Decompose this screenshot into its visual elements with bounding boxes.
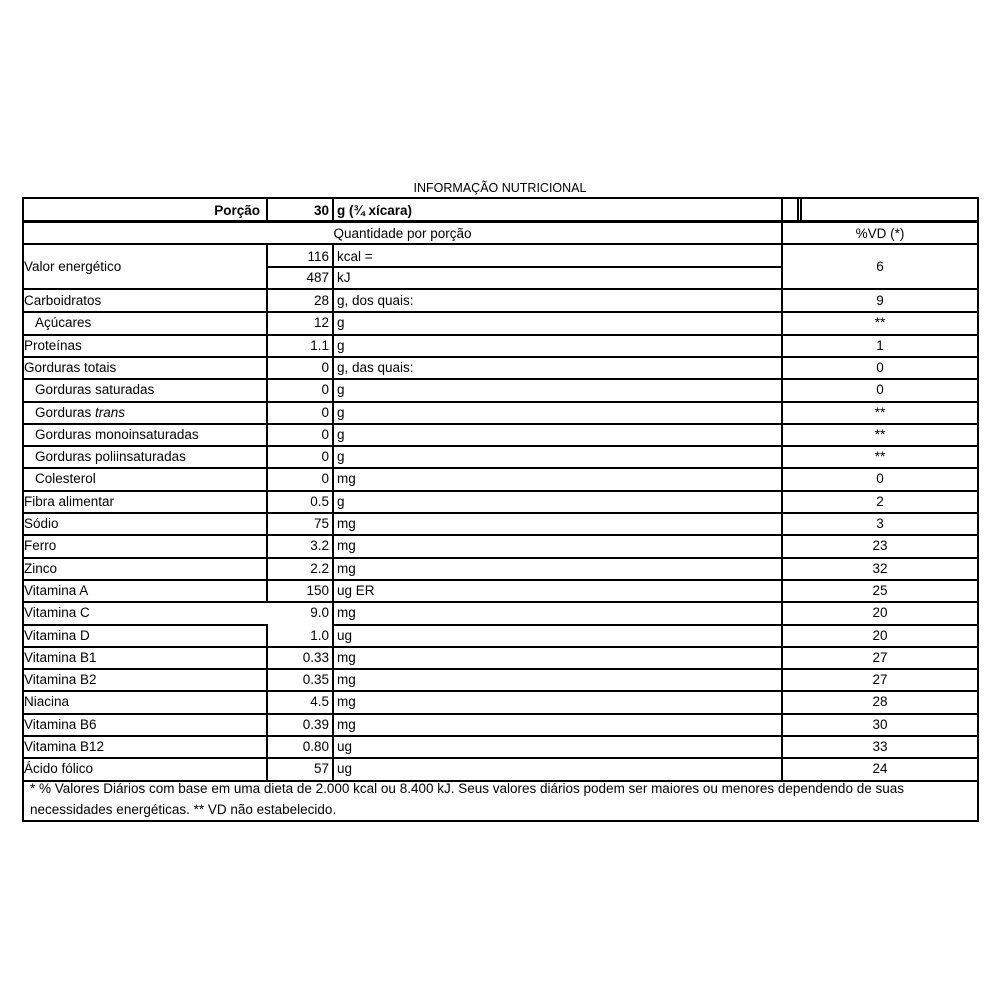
nutrient-value: 0 — [321, 359, 329, 375]
column-divider — [781, 245, 783, 289]
column-divider — [781, 468, 783, 490]
column-divider — [781, 312, 783, 334]
nutrient-label: Niacina — [24, 694, 70, 710]
nutrient-value: 0.80 — [302, 739, 329, 754]
column-divider — [781, 357, 783, 379]
column-divider — [781, 335, 783, 357]
nutrient-vd: 33 — [872, 739, 888, 754]
nutrient-vd: ** — [874, 404, 886, 420]
column-divider — [781, 379, 783, 401]
column-divider — [781, 736, 783, 758]
column-divider — [332, 290, 334, 312]
nutrient-value: 3.2 — [310, 538, 329, 554]
column-divider — [781, 491, 783, 513]
nutrient-value: 0 — [321, 404, 329, 420]
nutrient-value: 0.35 — [302, 672, 329, 688]
column-divider — [266, 312, 268, 334]
nutrient-label: Gorduras poliinsaturadas — [35, 449, 186, 465]
nutrient-unit: g — [337, 315, 345, 331]
nutrient-label-italic: trans — [95, 404, 126, 420]
column-divider — [781, 669, 783, 691]
nutrient-value: 0 — [321, 426, 329, 442]
nutrient-unit: mg — [337, 538, 356, 554]
column-divider — [266, 580, 268, 602]
nutrient-label: Vitamina C — [24, 605, 90, 621]
column-divider — [266, 513, 268, 535]
column-divider — [332, 513, 334, 535]
vd-header: %VD (*) — [855, 226, 905, 241]
nutrient-unit: g, dos quais: — [337, 293, 414, 308]
nutrient-value: 4.5 — [310, 694, 329, 710]
nutrient-label: Vitamina A — [24, 582, 89, 598]
column-divider — [332, 625, 334, 647]
nutrient-vd: 28 — [872, 694, 888, 710]
nutrient-vd: 0 — [876, 382, 884, 398]
nutrient-label: Açúcares — [35, 315, 92, 331]
nutrient-label: Carboidratos — [24, 293, 102, 308]
nutrient-unit: mg — [337, 516, 356, 531]
column-divider — [781, 647, 783, 669]
energy-vd: 6 — [876, 259, 884, 274]
column-divider — [781, 535, 783, 557]
column-divider — [781, 223, 783, 244]
nutrient-label: Vitamina D — [24, 627, 90, 643]
nutrient-unit: g, das quais: — [337, 359, 414, 375]
column-divider — [781, 580, 783, 602]
column-divider — [266, 491, 268, 513]
nutrient-label: Vitamina B1 — [24, 649, 97, 665]
portion-label: Porção — [214, 203, 260, 218]
nutrient-label: Vitamina B6 — [24, 716, 97, 732]
column-divider — [266, 535, 268, 557]
nutrient-vd: 27 — [872, 649, 888, 665]
nutrient-unit: ug ER — [337, 582, 375, 598]
nutrient-unit: mg — [337, 605, 356, 621]
nutrient-vd: 27 — [872, 672, 888, 688]
portion-extra-divider — [800, 199, 802, 221]
column-divider — [266, 424, 268, 446]
nutrient-value: 0 — [321, 382, 329, 398]
column-divider — [332, 379, 334, 401]
nutrient-unit: mg — [337, 560, 356, 576]
nutrient-value: 57 — [313, 761, 329, 777]
column-divider — [781, 446, 783, 468]
column-divider — [332, 558, 334, 580]
column-divider — [332, 669, 334, 691]
nutrient-vd: ** — [874, 449, 886, 465]
column-divider — [781, 199, 783, 221]
column-divider — [266, 379, 268, 401]
nutrient-value: 0 — [321, 449, 329, 465]
nutrient-label: Colesterol — [35, 471, 96, 487]
nutrient-label: Zinco — [24, 560, 58, 576]
column-divider — [266, 468, 268, 490]
nutrient-unit: g — [337, 382, 345, 398]
nutrient-value: 1.1 — [310, 337, 329, 353]
nutrient-value: 28 — [313, 293, 329, 308]
table-title: INFORMAÇÃO NUTRICIONAL — [413, 181, 587, 195]
nutrient-vd: 1 — [876, 337, 884, 353]
column-divider — [332, 736, 334, 758]
column-divider — [781, 714, 783, 736]
nutrient-unit: mg — [337, 649, 356, 665]
column-divider — [266, 714, 268, 736]
column-divider — [781, 290, 783, 312]
quantity-header: Quantidade por porção — [333, 226, 472, 241]
column-divider — [781, 402, 783, 424]
nutrient-vd: 3 — [876, 516, 884, 531]
column-divider — [332, 402, 334, 424]
nutrient-unit: mg — [337, 471, 356, 487]
nutrient-vd: 0 — [876, 359, 884, 375]
column-divider — [781, 513, 783, 535]
column-divider — [781, 424, 783, 446]
column-divider — [332, 647, 334, 669]
nutrient-vd: 24 — [872, 761, 888, 777]
nutrient-value: 12 — [313, 315, 329, 331]
nutrient-value: 0.39 — [302, 716, 329, 732]
energy-sub-divider — [266, 266, 781, 268]
column-divider — [266, 446, 268, 468]
portion-extra-divider — [797, 199, 799, 221]
nutrient-vd: 23 — [872, 538, 888, 554]
nutrient-vd: 9 — [876, 293, 884, 308]
energy-kcal-unit: kcal = — [337, 249, 373, 264]
column-divider — [266, 647, 268, 669]
nutrient-value: 0.5 — [310, 493, 329, 509]
column-divider — [266, 335, 268, 357]
nutrient-unit: mg — [337, 716, 356, 732]
column-divider — [332, 535, 334, 557]
column-divider — [332, 335, 334, 357]
nutrient-unit: g — [337, 337, 345, 353]
column-divider — [266, 558, 268, 580]
column-divider — [332, 446, 334, 468]
nutrient-label: Vitamina B12 — [24, 739, 105, 754]
nutrient-unit: ug — [337, 739, 353, 754]
column-divider — [332, 714, 334, 736]
nutrient-label: Ferro — [24, 538, 57, 554]
portion-value: 30 — [313, 203, 329, 218]
nutrient-vd: 25 — [872, 582, 888, 598]
nutrient-label — [24, 402, 266, 423]
nutrient-value: 1.0 — [310, 627, 329, 643]
nutrient-value: 9.0 — [310, 605, 329, 621]
energy-label: Valor energético — [24, 259, 122, 274]
nutrient-label: Sódio — [24, 516, 59, 531]
energy-kcal-value: 116 — [307, 249, 329, 264]
nutrient-vd: 2 — [876, 493, 884, 509]
column-divider — [332, 602, 334, 624]
nutrient-unit: g — [337, 449, 345, 465]
nutrient-value: 0.33 — [302, 649, 329, 665]
energy-kj-value: 487 — [306, 270, 329, 285]
nutrient-unit: ug — [337, 761, 353, 777]
nutrient-vd: 20 — [872, 605, 888, 621]
column-divider — [332, 312, 334, 334]
nutrient-unit: g — [337, 426, 345, 442]
nutrient-label-text: Gorduras — [35, 404, 92, 420]
column-divider — [781, 558, 783, 580]
column-divider — [332, 357, 334, 379]
column-divider — [266, 736, 268, 758]
column-divider — [332, 491, 334, 513]
column-divider — [332, 199, 334, 221]
column-divider — [781, 625, 783, 647]
portion-unit: g (¾ xícara) — [337, 203, 413, 218]
column-divider — [332, 691, 334, 713]
column-divider — [332, 468, 334, 490]
nutrient-label: Proteínas — [24, 337, 82, 353]
column-divider — [781, 602, 783, 624]
column-divider — [781, 691, 783, 713]
nutrient-unit: ug — [337, 627, 353, 643]
nutrient-unit: mg — [337, 672, 356, 688]
column-divider — [332, 580, 334, 602]
nutrient-unit: mg — [337, 694, 356, 710]
nutrient-vd: 0 — [876, 471, 884, 487]
nutrient-label: Vitamina B2 — [24, 672, 97, 688]
nutrient-value: 2.2 — [310, 560, 329, 576]
nutrient-vd: 30 — [872, 716, 888, 732]
column-divider — [266, 625, 268, 647]
nutrient-label: Gorduras totais — [24, 359, 117, 375]
column-divider — [266, 402, 268, 424]
nutrient-label: Gorduras saturadas — [35, 382, 155, 398]
nutrient-value: 75 — [313, 516, 329, 531]
footnote: * % Valores Diários com base em uma dieta de 2.000 kcal ou 8.400 kJ. Seus valores diários podem ser maiores ou menores dependendo de suas necessidades energéticas. ** VD não estabelecido. — [30, 781, 904, 817]
column-divider — [266, 199, 268, 221]
column-divider — [266, 357, 268, 379]
nutrient-vd: 20 — [872, 627, 888, 643]
nutrient-value: 150 — [306, 582, 329, 598]
column-divider — [332, 424, 334, 446]
nutrient-unit: g — [337, 404, 345, 420]
energy-kj-unit: kJ — [337, 270, 351, 285]
column-divider — [266, 669, 268, 691]
nutrient-vd: ** — [874, 426, 886, 442]
nutrient-label: Gorduras monoinsaturadas — [35, 426, 199, 442]
column-divider — [266, 691, 268, 713]
nutrient-unit: g — [337, 493, 345, 509]
nutrient-label: Ácido fólico — [24, 761, 94, 777]
nutrient-vd: ** — [874, 315, 886, 331]
nutrient-label: Fibra alimentar — [24, 493, 115, 509]
column-divider — [266, 290, 268, 312]
nutrient-vd: 32 — [872, 560, 888, 576]
nutrient-value: 0 — [321, 471, 329, 487]
